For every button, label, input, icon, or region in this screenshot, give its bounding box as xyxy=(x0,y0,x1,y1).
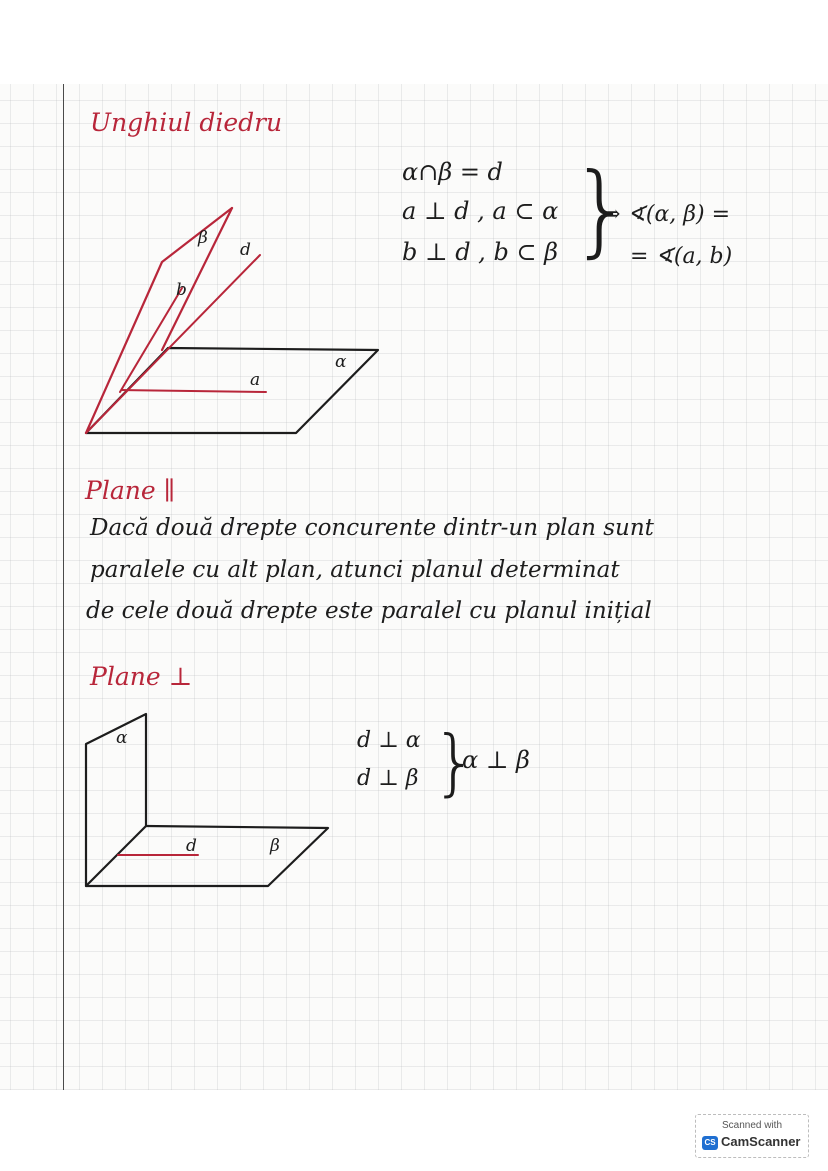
parallel-line-3: de cele două drepte este paralel cu planul inițial xyxy=(86,598,652,624)
label-beta-perp: β xyxy=(270,836,280,856)
label-b: b xyxy=(176,280,187,300)
label-a: a xyxy=(250,370,261,390)
dihedral-figure xyxy=(80,200,390,445)
dihedral-result2: = ∢(a, b) xyxy=(630,244,733,269)
badge-brand: CamScanner xyxy=(721,1134,801,1149)
dihedral-result1: ⇒ ∢(α, β) = xyxy=(602,202,731,227)
label-alpha-perp: α xyxy=(116,728,128,748)
dihedral-line3: b ⊥ d , b ⊂ β xyxy=(402,238,559,266)
line-a xyxy=(122,390,266,392)
badge-caption: Scanned with xyxy=(721,1120,783,1131)
label-d-perp: d xyxy=(186,836,197,856)
line-b xyxy=(120,288,182,392)
dihedral-title: Unghiul diedru xyxy=(90,108,283,137)
perpendicular-line1: d ⊥ α xyxy=(357,728,421,753)
dihedral-brace: } xyxy=(570,151,634,268)
camscanner-badge xyxy=(695,1114,809,1158)
parallel-title: Plane ∥ xyxy=(85,476,176,505)
label-d: d xyxy=(240,240,251,260)
parallel-line-1: Dacă două drepte concurente dintr-un plan sunt xyxy=(90,515,654,541)
perpendicular-title: Plane ⊥ xyxy=(90,662,193,691)
top-margin xyxy=(0,0,828,84)
plane-beta-outline xyxy=(86,208,232,433)
line-d xyxy=(86,255,260,433)
perpendicular-result: α ⊥ β xyxy=(462,746,530,774)
dihedral-line2: a ⊥ d , a ⊂ α xyxy=(402,197,559,225)
camscanner-logo-icon: CS xyxy=(702,1136,718,1150)
perpendicular-brace: } xyxy=(432,720,478,804)
margin-line xyxy=(63,84,64,1090)
dihedral-line1: α∩β = d xyxy=(402,158,503,186)
plane-beta-edge xyxy=(162,208,232,350)
label-beta: β xyxy=(198,228,208,248)
label-alpha: α xyxy=(335,352,347,372)
parallel-line-2: paralele cu alt plan, atunci planul determinat xyxy=(90,557,620,583)
perpendicular-line2: d ⊥ β xyxy=(357,766,419,791)
